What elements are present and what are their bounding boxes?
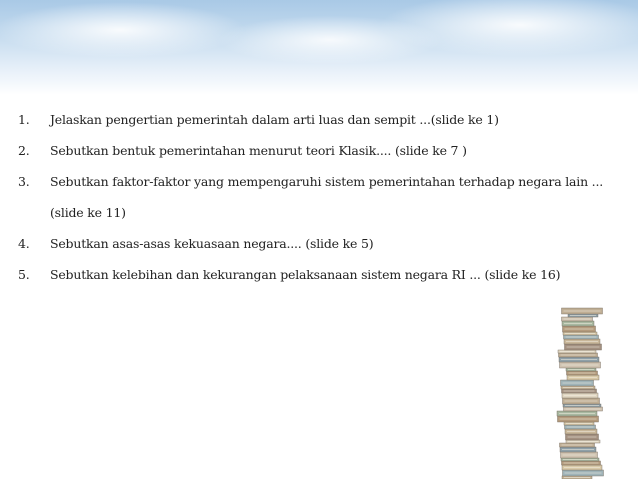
question-list [18, 104, 618, 290]
question-text: Jelaskan pengertian pemerintah dalam arti luas dan sempit ...(slide ke 1) [50, 112, 499, 127]
question-number: 4. [18, 236, 30, 251]
question-number: 5. [18, 267, 30, 282]
question-number: 3. [18, 174, 30, 189]
question-number: 1. [18, 112, 30, 127]
question-item-5 [18, 259, 618, 290]
question-text: Sebutkan bentuk pemerintahan menurut teori Klasik.... (slide ke 7 ) [50, 143, 467, 158]
question-item-3 [18, 166, 618, 228]
question-text: Sebutkan kelebihan dan kekurangan pelaksanaan sistem negara RI ... (slide ke 16) [50, 267, 561, 282]
question-item-2 [18, 135, 618, 166]
book-stack-icon [556, 306, 604, 479]
question-item-1 [18, 104, 618, 135]
question-text: Sebutkan asas-asas kekuasaan negara.... (slide ke 5) [50, 236, 374, 251]
question-continuation: (slide ke 11) [50, 205, 126, 220]
question-item-4 [18, 228, 618, 259]
question-number: 2. [18, 143, 30, 158]
question-text: Sebutkan faktor-faktor yang mempengaruhi sistem pemerintahan terhadap negara lain ... [50, 174, 604, 189]
sky-header-image [0, 0, 638, 95]
